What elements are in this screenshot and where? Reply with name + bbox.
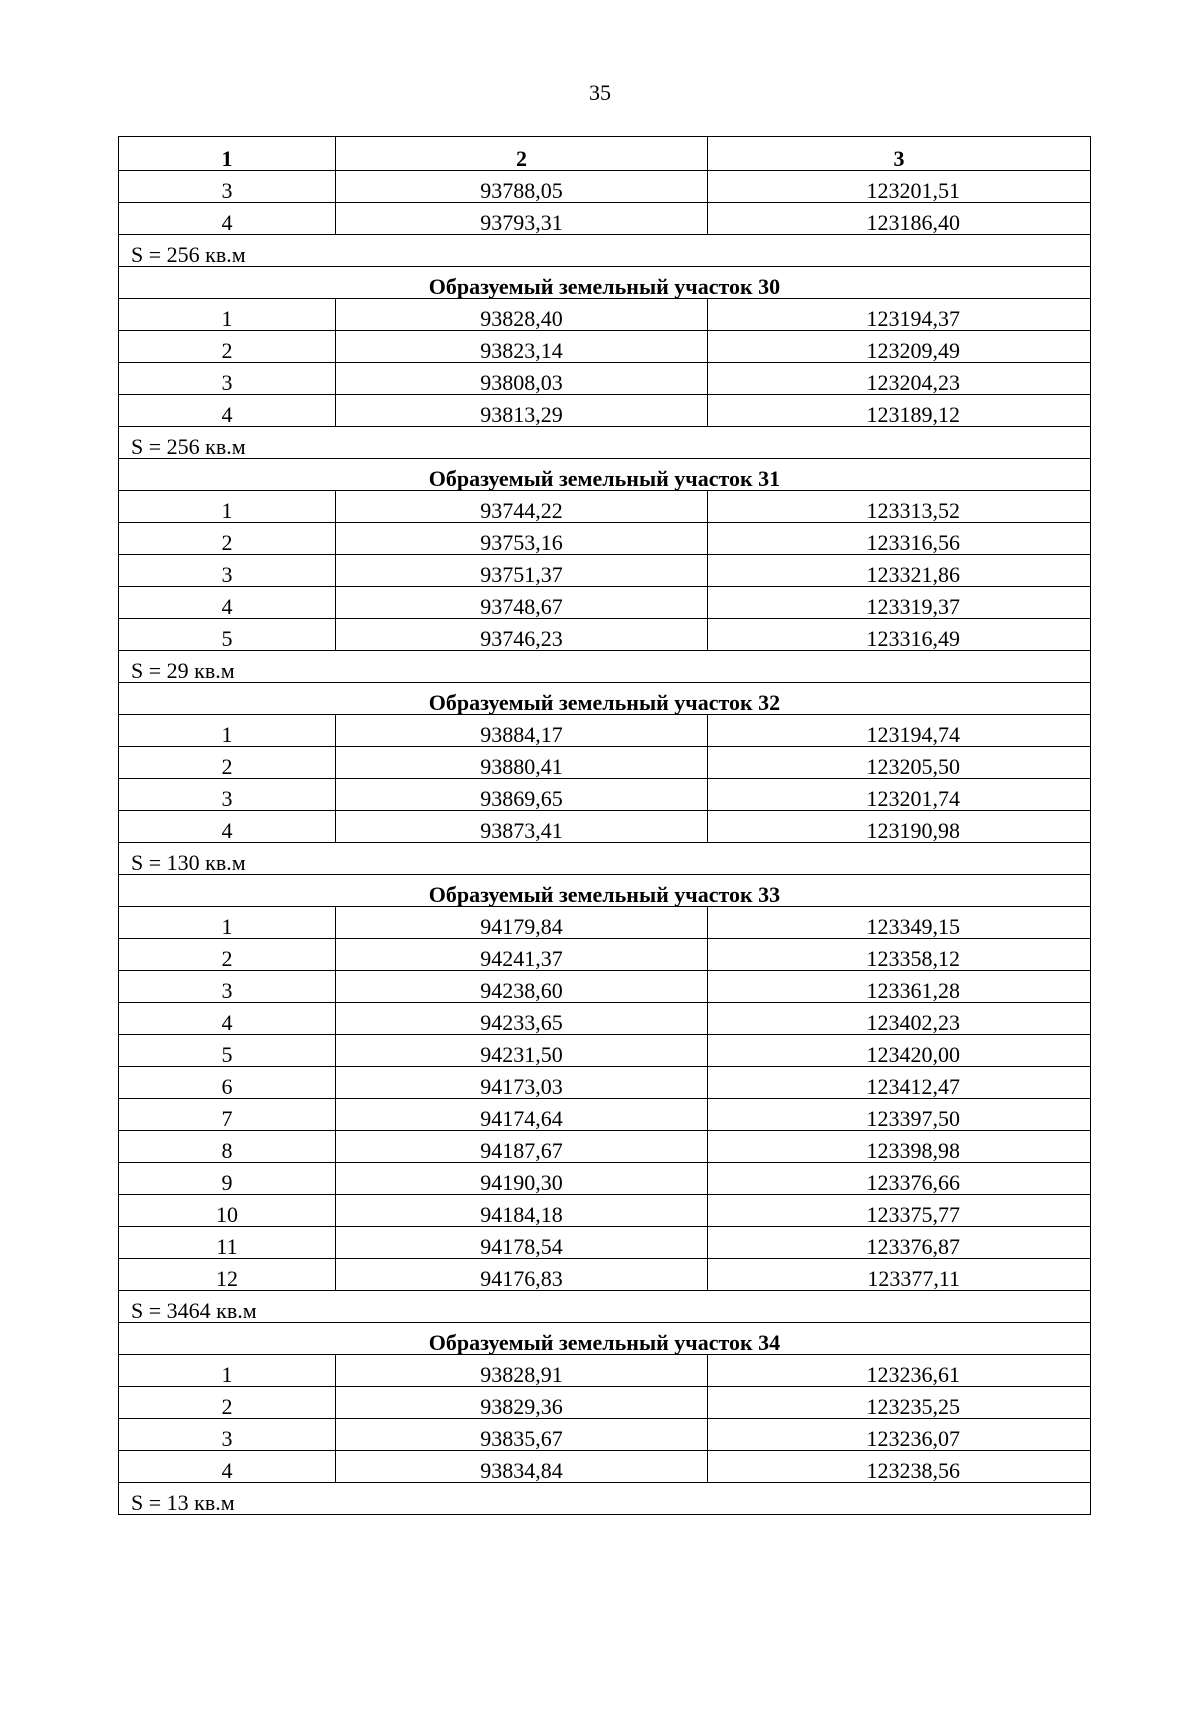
table-row (119, 587, 1091, 619)
point-number: 3 (119, 779, 336, 811)
coordinate-x: 93748,67 (336, 587, 708, 619)
table-row (119, 1003, 1091, 1035)
coordinate-y: 123420,00 (708, 1035, 1091, 1067)
point-number: 12 (119, 1259, 336, 1291)
section-title: Образуемый земельный участок 32 (119, 683, 1091, 715)
table-row (119, 395, 1091, 427)
coordinate-y: 123398,98 (708, 1131, 1091, 1163)
coordinate-y: 123412,47 (708, 1067, 1091, 1099)
section-title-row (119, 1323, 1091, 1355)
table-row (119, 1099, 1091, 1131)
coordinate-y: 123361,28 (708, 971, 1091, 1003)
table-row (119, 555, 1091, 587)
coordinate-y: 123190,98 (708, 811, 1091, 843)
coordinate-x: 93744,22 (336, 491, 708, 523)
section-title-row (119, 459, 1091, 491)
area-row (119, 651, 1091, 683)
point-number: 7 (119, 1099, 336, 1131)
table-row (119, 1195, 1091, 1227)
table-row (119, 619, 1091, 651)
table-row (119, 331, 1091, 363)
table-row (119, 1355, 1091, 1387)
coordinate-x: 94173,03 (336, 1067, 708, 1099)
coordinate-y: 123236,61 (708, 1355, 1091, 1387)
coordinate-x: 94187,67 (336, 1131, 708, 1163)
point-number: 9 (119, 1163, 336, 1195)
header-col-1: 1 (119, 137, 336, 171)
point-number: 1 (119, 907, 336, 939)
table-row (119, 1387, 1091, 1419)
coordinate-x: 93751,37 (336, 555, 708, 587)
point-number: 3 (119, 555, 336, 587)
table-row (119, 1067, 1091, 1099)
section-title: Образуемый земельный участок 31 (119, 459, 1091, 491)
coordinate-y: 123204,23 (708, 363, 1091, 395)
coordinate-x: 93823,14 (336, 331, 708, 363)
table-row (119, 779, 1091, 811)
coordinate-x: 93884,17 (336, 715, 708, 747)
section-title: Образуемый земельный участок 33 (119, 875, 1091, 907)
coordinate-x: 93880,41 (336, 747, 708, 779)
coordinate-x: 94184,18 (336, 1195, 708, 1227)
coordinate-y: 123194,74 (708, 715, 1091, 747)
coordinate-y: 123209,49 (708, 331, 1091, 363)
page-number: 35 (589, 80, 611, 105)
coordinate-y: 123201,74 (708, 779, 1091, 811)
section-title: Образуемый земельный участок 34 (119, 1323, 1091, 1355)
coordinates-table (118, 136, 1091, 1515)
coordinate-x: 94176,83 (336, 1259, 708, 1291)
coordinate-y: 123238,56 (708, 1451, 1091, 1483)
coordinate-x: 93813,29 (336, 395, 708, 427)
table-row (119, 1163, 1091, 1195)
table-row (119, 1259, 1091, 1291)
point-number: 4 (119, 1451, 336, 1483)
point-number: 10 (119, 1195, 336, 1227)
table-row (119, 971, 1091, 1003)
coordinate-x: 94190,30 (336, 1163, 708, 1195)
area-row (119, 1291, 1091, 1323)
area-row (119, 843, 1091, 875)
coordinate-y: 123321,86 (708, 555, 1091, 587)
coordinate-x: 94238,60 (336, 971, 708, 1003)
coordinate-y: 123316,56 (708, 523, 1091, 555)
point-number: 8 (119, 1131, 336, 1163)
point-number: 3 (119, 363, 336, 395)
coordinate-x: 93808,03 (336, 363, 708, 395)
table-row (119, 1419, 1091, 1451)
area-value: S = 256 кв.м (119, 427, 1091, 459)
point-number: 11 (119, 1227, 336, 1259)
table-row (119, 203, 1091, 235)
section-title-row (119, 875, 1091, 907)
table-row (119, 523, 1091, 555)
area-value: S = 13 кв.м (119, 1483, 1091, 1515)
coordinate-y: 123205,50 (708, 747, 1091, 779)
coordinate-y: 123319,37 (708, 587, 1091, 619)
table-row (119, 1035, 1091, 1067)
point-number: 2 (119, 523, 336, 555)
table-row (119, 491, 1091, 523)
area-row (119, 1483, 1091, 1515)
coordinate-y: 123358,12 (708, 939, 1091, 971)
point-number: 1 (119, 715, 336, 747)
table-row (119, 1131, 1091, 1163)
coordinate-y: 123201,51 (708, 171, 1091, 203)
coordinate-x: 94178,54 (336, 1227, 708, 1259)
coordinate-y: 123349,15 (708, 907, 1091, 939)
coordinate-x: 93753,16 (336, 523, 708, 555)
point-number: 5 (119, 619, 336, 651)
table-row (119, 1227, 1091, 1259)
coordinate-x: 93828,40 (336, 299, 708, 331)
coordinate-y: 123376,87 (708, 1227, 1091, 1259)
point-number: 4 (119, 395, 336, 427)
point-number: 2 (119, 1387, 336, 1419)
coordinate-x: 93835,67 (336, 1419, 708, 1451)
point-number: 5 (119, 1035, 336, 1067)
area-value: S = 130 кв.м (119, 843, 1091, 875)
table-row (119, 715, 1091, 747)
coordinate-y: 123316,49 (708, 619, 1091, 651)
area-row (119, 427, 1091, 459)
coordinate-y: 123235,25 (708, 1387, 1091, 1419)
coordinate-x: 93746,23 (336, 619, 708, 651)
coordinate-x: 93793,31 (336, 203, 708, 235)
section-title: Образуемый земельный участок 30 (119, 267, 1091, 299)
point-number: 3 (119, 171, 336, 203)
coordinate-x: 93834,84 (336, 1451, 708, 1483)
coordinate-y: 123402,23 (708, 1003, 1091, 1035)
point-number: 4 (119, 203, 336, 235)
table-row (119, 363, 1091, 395)
area-value: S = 3464 кв.м (119, 1291, 1091, 1323)
coordinate-y: 123186,40 (708, 203, 1091, 235)
coordinate-x: 93829,36 (336, 1387, 708, 1419)
header-col-2: 2 (336, 137, 708, 171)
table-row (119, 299, 1091, 331)
coordinate-y: 123377,11 (708, 1259, 1091, 1291)
point-number: 2 (119, 331, 336, 363)
coordinate-x: 94179,84 (336, 907, 708, 939)
coordinate-y: 123375,77 (708, 1195, 1091, 1227)
coordinate-x: 94241,37 (336, 939, 708, 971)
coordinate-x: 94231,50 (336, 1035, 708, 1067)
coordinate-y: 123376,66 (708, 1163, 1091, 1195)
table-row (119, 907, 1091, 939)
point-number: 1 (119, 1355, 336, 1387)
point-number: 3 (119, 971, 336, 1003)
point-number: 1 (119, 491, 336, 523)
point-number: 4 (119, 587, 336, 619)
point-number: 6 (119, 1067, 336, 1099)
point-number: 3 (119, 1419, 336, 1451)
table-row (119, 171, 1091, 203)
coordinate-y: 123236,07 (708, 1419, 1091, 1451)
coordinate-x: 93788,05 (336, 171, 708, 203)
area-row (119, 235, 1091, 267)
header-col-3: 3 (708, 137, 1091, 171)
table-row (119, 811, 1091, 843)
coordinate-y: 123397,50 (708, 1099, 1091, 1131)
area-value: S = 29 кв.м (119, 651, 1091, 683)
coordinate-x: 94233,65 (336, 1003, 708, 1035)
coordinate-x: 93828,91 (336, 1355, 708, 1387)
point-number: 4 (119, 1003, 336, 1035)
point-number: 2 (119, 939, 336, 971)
area-value: S = 256 кв.м (119, 235, 1091, 267)
coordinate-x: 93869,65 (336, 779, 708, 811)
section-title-row (119, 267, 1091, 299)
point-number: 4 (119, 811, 336, 843)
table-row (119, 747, 1091, 779)
coordinate-x: 93873,41 (336, 811, 708, 843)
coordinate-y: 123194,37 (708, 299, 1091, 331)
table-row (119, 939, 1091, 971)
point-number: 2 (119, 747, 336, 779)
coordinate-x: 94174,64 (336, 1099, 708, 1131)
coordinate-y: 123189,12 (708, 395, 1091, 427)
header-row (119, 137, 1091, 171)
table-row (119, 1451, 1091, 1483)
coordinate-y: 123313,52 (708, 491, 1091, 523)
point-number: 1 (119, 299, 336, 331)
section-title-row (119, 683, 1091, 715)
